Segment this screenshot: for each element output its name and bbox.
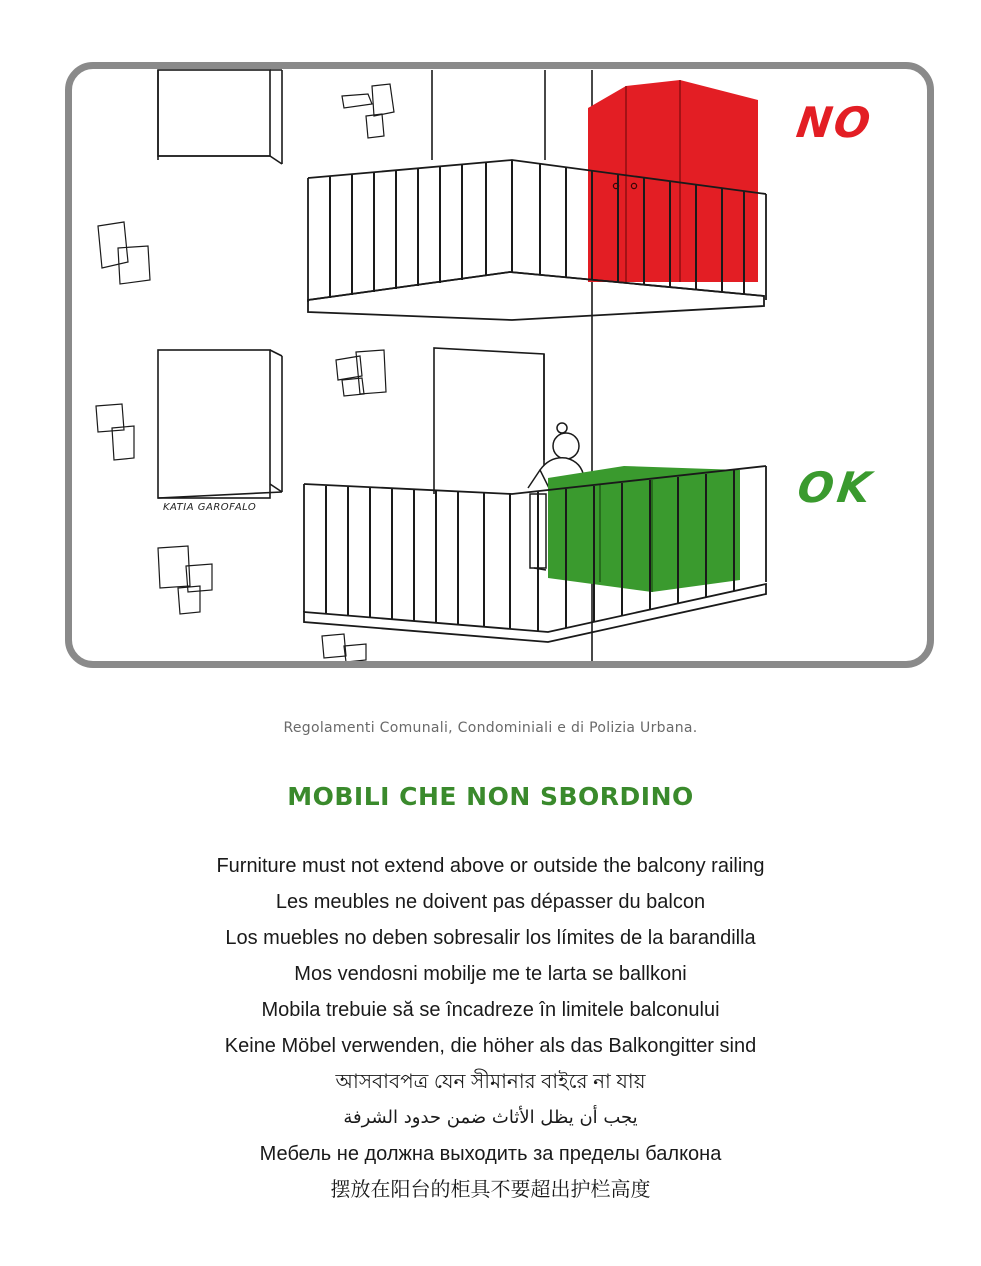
lower-window	[158, 350, 282, 498]
translation-spanish: Los muebles no deben sobresalir los límites de la barandilla	[225, 927, 756, 949]
translation-french: Les meubles ne doivent pas dépasser du balcon	[275, 891, 706, 913]
wall-stones	[96, 84, 394, 662]
label-ok: OK	[794, 463, 878, 512]
translation-albanian: Mos vendosni mobilje me te larta se ballkoni	[294, 963, 687, 985]
lower-door	[434, 348, 544, 494]
translation-chinese: 摆放在阳台的柜具不要超出护栏高度	[330, 1179, 651, 1201]
translation-russian: Мебель не должна выходить за пределы балкона	[259, 1143, 722, 1165]
page-title: MOBILI CHE NON SBORDINO	[287, 782, 694, 811]
translation-arabic: يجب أن يظل الأثاث ضمن حدود الشرفة	[343, 1107, 638, 1128]
label-no: NO	[793, 98, 876, 147]
regulation-subtitle: Regolamenti Comunali, Condominiali e di Polizia Urbana.	[283, 720, 698, 736]
translation-english: Furniture must not extend above or outside the balcony railing	[216, 855, 765, 877]
upper-window	[158, 70, 282, 164]
translation-bengali: আসবাবপত্র যেন সীমানার বাইরে না যায়	[335, 1071, 646, 1093]
translations-list	[0, 850, 981, 1210]
green-cabinet	[548, 466, 740, 592]
illustration-frame	[65, 62, 934, 668]
balcony-illustration	[65, 62, 934, 668]
artist-signature: KATIA GAROFALO	[163, 502, 257, 513]
translation-german: Keine Möbel verwenden, die höher als das Balkongitter sind	[224, 1035, 757, 1057]
translation-romanian: Mobila trebuie să se încadreze în limitele balconului	[261, 999, 720, 1021]
